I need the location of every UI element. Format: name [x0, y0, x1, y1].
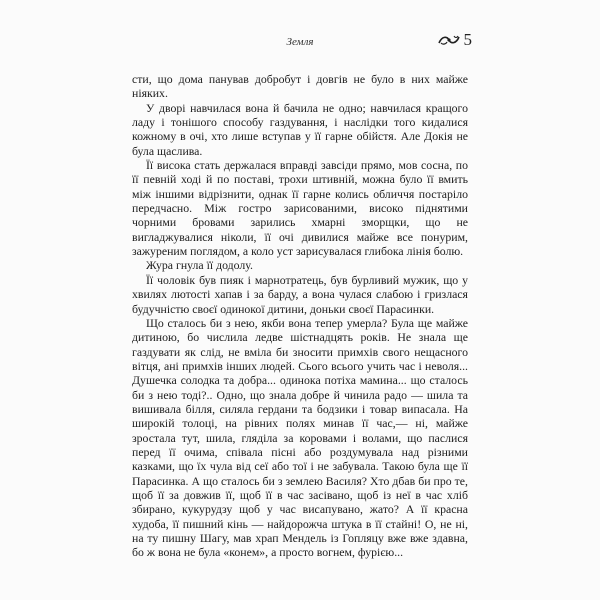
- paragraph: Жура гнула її додолу.: [146, 258, 253, 273]
- paragraph: Її чоловік був пияк і марнотратець, був бурливий мужик, що у хвилях лютості хапав і за барду, а вона чулася слабою і гризлася будучністю своєї одинокої дитини, доньки своєї Парасинки.: [132, 272, 468, 316]
- fleuron-ornament-icon: [438, 34, 460, 46]
- folio: [438, 30, 473, 50]
- paragraph: сти, що дома панував добробут і довгів не було в них майже ніяких.: [132, 72, 468, 101]
- page-number: 5: [463, 30, 472, 49]
- paragraph: Що сталось би з нею, якби вона тепер умерла? Була ще майже дитиною, бо числила ледве шістнадцять років. Не знала ще газдувати як слід, не вміла би зносити примхів свого нещасного вітця, ані примхів інших людей. Сього всього учить час і неволя... Душечка солодка та добра... одинока потіха мамина... що сталось би з нею тоді?.. Одно, що знала добре й чинила радо — шила та вишивала білля, силяла гердани та бодзики і товар випасала. На широкій толоці, на рівних полях минав її час,— ні, майже зростала тут, шила, гляділа за коровами і волами, що паслися перед її очима, співала пісні або роздумувала над різними казками, що їх чула від сеї або тої і не забувала. Такою була ще її Парасинка. А що сталось би з землею Василя? Хто дбав би про те, щоб її за довжив її, щоб її в час засівано, щоб із неї в час хліб збирано, кукурудзу щоб у час висапувано, жато? А її красна худоба, її пишний кінь — найдорожча штука в її стайні! О, не ні, на ту пишну Шагу, мав храп Мендель із Гопляцу вже вже здавна, бо ж вона не була «конем», а просто вогнем, фурією...: [132, 315, 468, 560]
- paragraph: У дворі навчилася вона й бачила не одно; навчилася кращого ладу і тонішого способу газдування, і наслідки того кидалися кожному в очі, хто лише вступав у її гарне обійстя. Але Докія не була щаслива.: [132, 100, 468, 158]
- body-text: [132, 72, 468, 560]
- running-title: Земля: [286, 36, 314, 48]
- paragraph: Її висока стать держалася вправді завсіди прямо, мов сосна, по її певній ході й по поставі, трохи штивній, можна було її вмить між іншими відрізнити, однак її гарне колись обличчя постаріло передчасно. Між гостро зарисованими, високо піднятими чорними бровами зарились хмарні зморщки, що не вигладжувалися ніколи, її очі дивилися майже все понурим, зажуреним поглядом, а коло уст зарисувалася глибока лінія болю.: [132, 158, 468, 259]
